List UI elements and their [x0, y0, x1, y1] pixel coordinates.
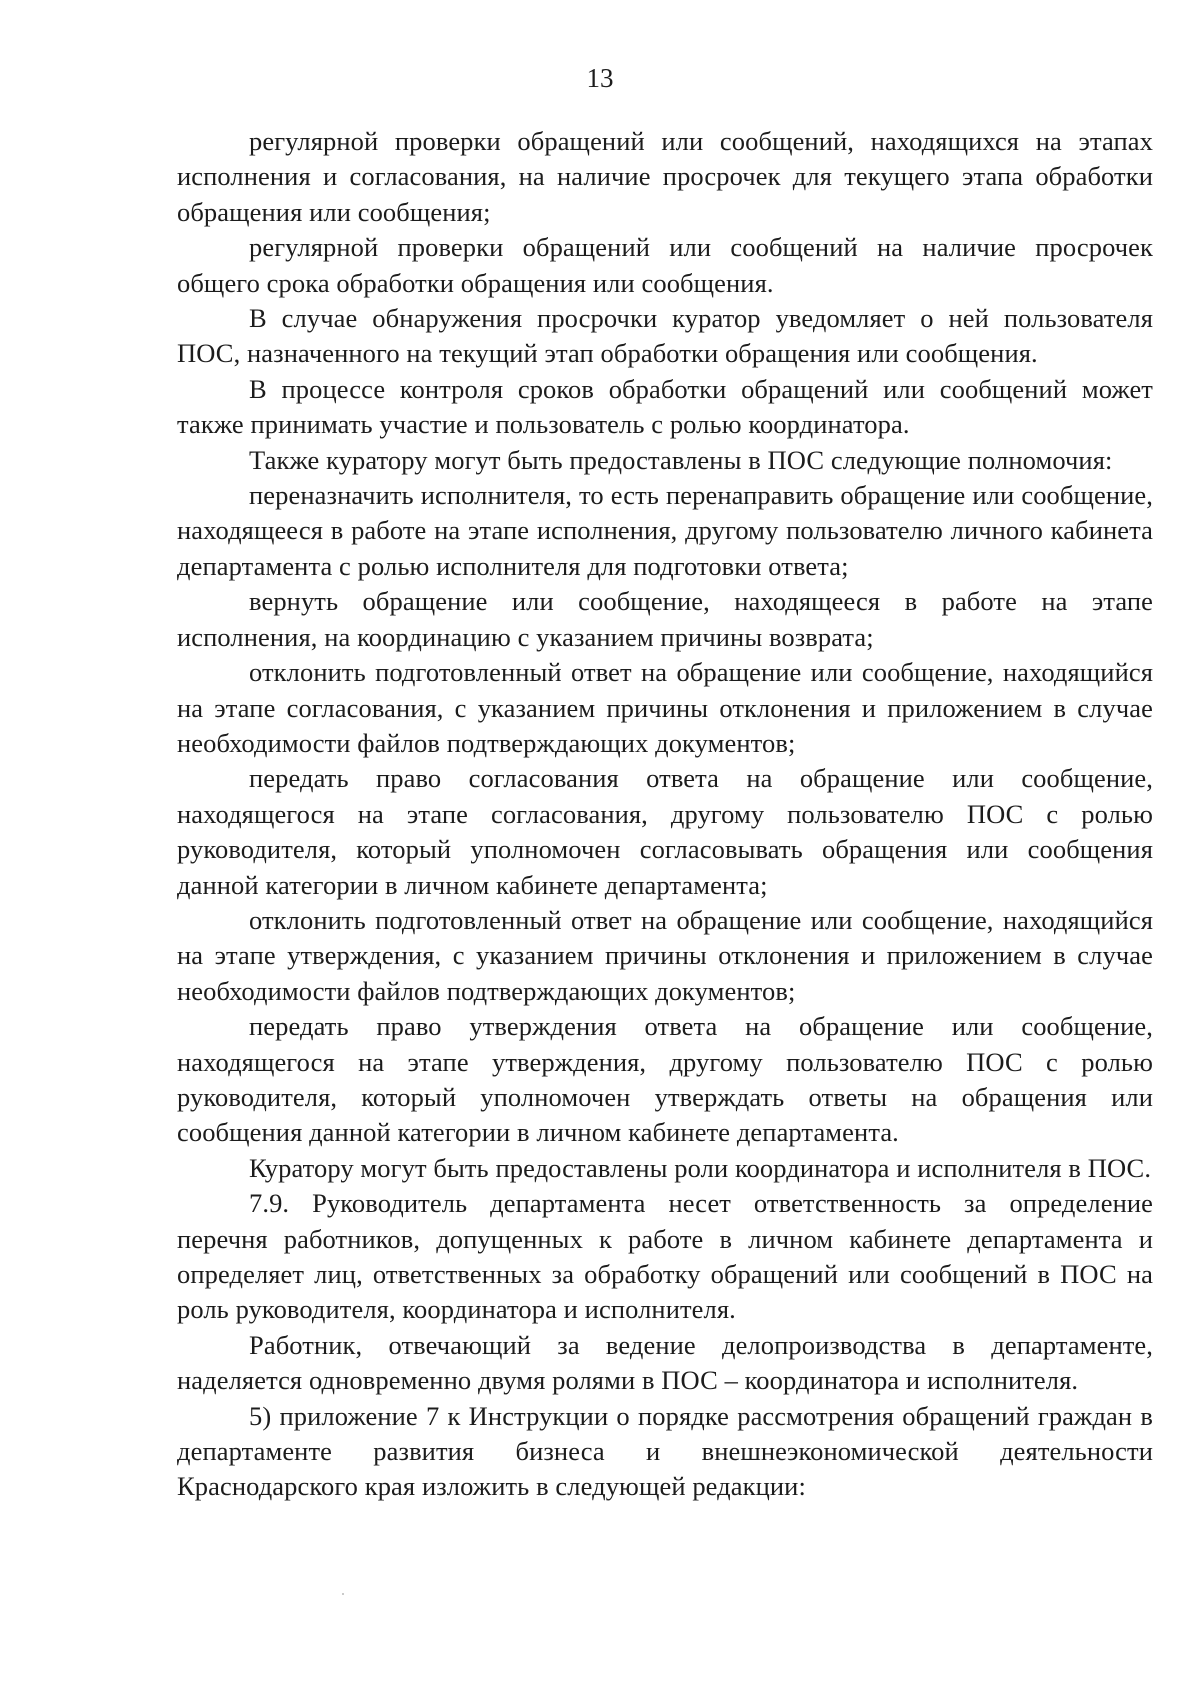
paragraph: переназначить исполнителя, то есть перенаправить обращение или сообщение, находящееся в работе на этапе исполнения, другому пользователю личного кабинета департамента с ролью исполнителя для подготовки ответа;	[177, 480, 1153, 581]
paragraph: 5) приложение 7 к Инструкции о порядке рассмотрения обращений граждан в департаменте развития бизнеса и внешнеэкономической деятельности Краснодарского края изложить в следующей редакции:	[177, 1400, 1153, 1502]
paragraph: Также куратору могут быть предоставлены в ПОС следующие полномочия:	[249, 444, 1113, 475]
paragraph: передать право согласования ответа на обращение или сообщение, находящегося на этапе согласования, другому пользователю ПОС с ролью руководителя, который уполномочен согласовывать обращения или сообщения данной категории в личном кабинете департамента;	[177, 763, 1153, 900]
paragraph: В процессе контроля сроков обработки обращений или сообщений может также принимать участие и пользователь с ролью координатора.	[177, 373, 1153, 440]
paragraph: 7.9. Руководитель департамента несет ответственность за определение перечня работников, допущенных к работе в личном кабинете департамента и определяет лиц, ответственных за обработку обращений или сообщений в ПОС на роль руководителя, координатора и исполнителя.	[177, 1188, 1153, 1325]
page-number: 13	[586, 63, 614, 93]
paragraph: регулярной проверки обращений или сообщений, находящихся на этапах исполнения и согласования, на наличие просрочек для текущего этапа обработки обращения или сообщения;	[177, 126, 1153, 227]
paragraph: отклонить подготовленный ответ на обращение или сообщение, находящийся на этапе согласования, с указанием причины отклонения и приложением в случае необходимости файлов подтверждающих документов;	[177, 657, 1153, 758]
paragraph: Работник, отвечающий за ведение делопроизводства в департаменте, наделяется одновременно двумя ролями в ПОС – координатора и исполнителя.	[177, 1329, 1153, 1396]
paragraph: передать право утверждения ответа на обращение или сообщение, находящегося на этапе утверждения, другому пользователю ПОС с ролью руководителя, который уполномочен утверждать ответы на обращения или сообщения данной категории в личном кабинете департамента.	[177, 1011, 1153, 1148]
paragraph: отклонить подготовленный ответ на обращение или сообщение, находящийся на этапе утверждения, с указанием причины отклонения и приложением в случае необходимости файлов подтверждающих документов;	[177, 904, 1153, 1006]
scan-speck	[342, 1593, 344, 1595]
paragraph: В случае обнаружения просрочки куратор уведомляет о ней пользователя ПОС, назначенного на текущий этап обработки обращения или сообщения.	[177, 303, 1153, 369]
document-body	[177, 124, 1153, 1505]
paragraph: Куратору могут быть предоставлены роли координатора и исполнителя в ПОС.	[249, 1152, 1152, 1183]
paragraph: регулярной проверки обращений или сообщений на наличие просрочек общего срока обработки обращения или сообщения.	[177, 232, 1153, 298]
paragraph: вернуть обращение или сообщение, находящееся в работе на этапе исполнения, на координацию с указанием причины возврата;	[177, 586, 1153, 652]
